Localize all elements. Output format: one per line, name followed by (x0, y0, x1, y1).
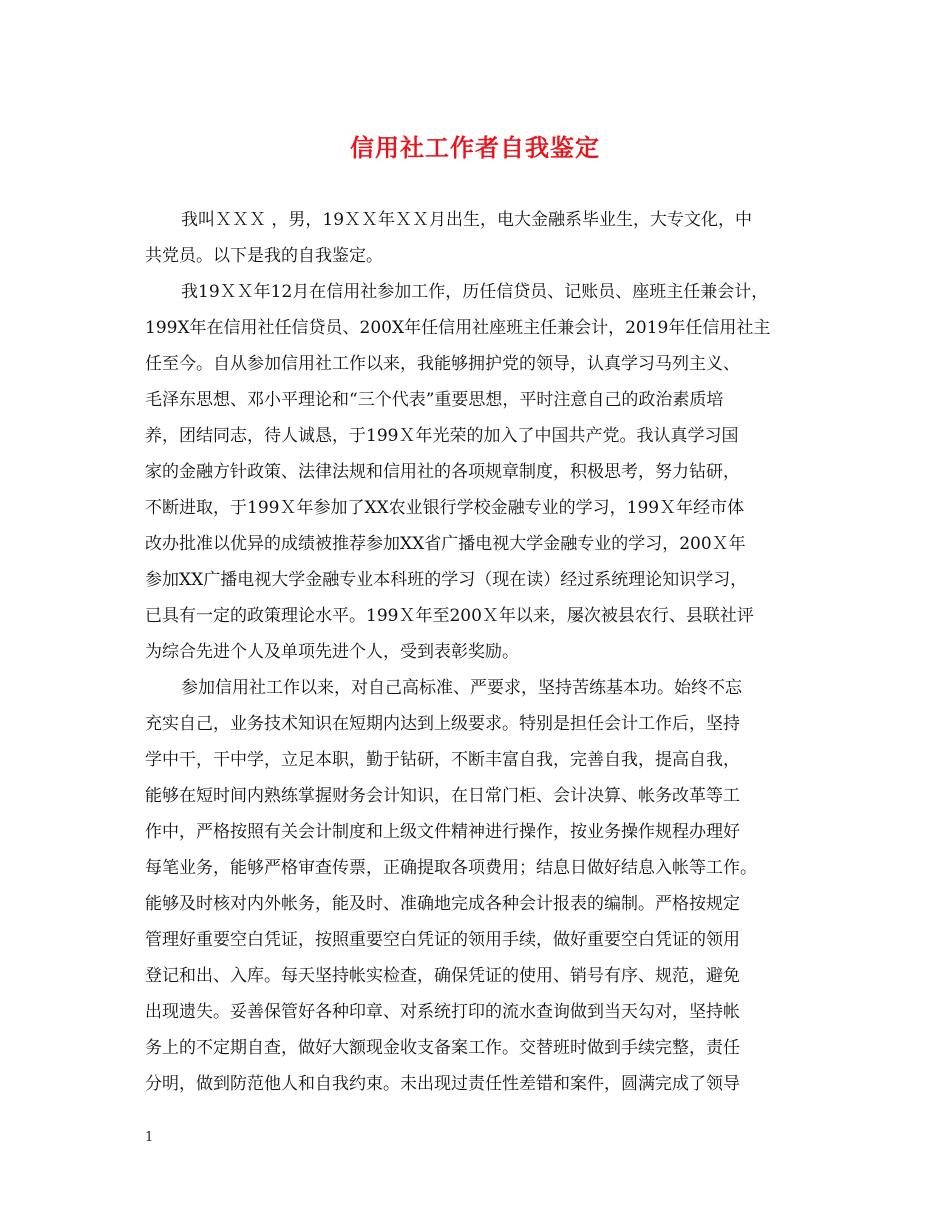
text-line: 充实自己，业务技术知识在短期内达到上级要求。特别是担任会计工作后，坚持 (145, 714, 740, 734)
text-line: 已具有一定的政策理论水平。199Ｘ年至200Ｘ年以来，屡次被县农行、县联社评 (145, 606, 754, 626)
page-number: 1 (145, 1130, 154, 1145)
text-line: 学中干，干中学，立足本职，勤于钻研，不断丰富自我，完善自我，提高自我， (145, 750, 740, 770)
text-line: 养，团结同志，待人诚恳，于199Ｘ年光荣的加入了中国共产党。我认真学习国 (145, 426, 739, 446)
text-line: 我19ＸＸ年12月在信用社参加工作，历任信贷员、记账员、座班主任兼会计， (181, 282, 769, 302)
text-line: 能够及时核对内外帐务，能及时、准确地完成各种会计报表的编制。严格按规定 (145, 894, 740, 914)
text-line: 共党员。以下是我的自我鉴定。 (145, 246, 383, 266)
text-line: 出现遗失。妥善保管好各种印章、对系统打印的流水查询做到当天勾对，坚持帐 (145, 1002, 740, 1022)
text-line: 管理好重要空白凭证，按照重要空白凭证的领用手续，做好重要空白凭证的领用 (145, 930, 740, 950)
text-line: 参加XX广播电视大学金融专业本科班的学习（现在读）经过系统理论知识学习， (145, 570, 748, 590)
text-line: 改办批准以优异的成绩被推荐参加XX省广播电视大学金融专业的学习，200Ｘ年 (145, 534, 746, 554)
text-line: 我叫ＸＸＸ ，男，19ＸＸ年ＸＸ月出生，电大金融系毕业生，大专文化，中 (181, 210, 753, 230)
text-line: 为综合先进个人及单项先进个人，受到表彰奖励。 (145, 642, 519, 662)
text-line: 参加信用社工作以来，对自己高标准、严要求，坚持苦练基本功。始终不忘 (181, 678, 742, 698)
text-line: 务上的不定期自查，做好大额现金收支备案工作。交替班时做到手续完整，责任 (145, 1038, 740, 1058)
paragraph (145, 274, 813, 670)
text-line: 能够在短时间内熟练掌握财务会计知识，在日常门柜、会计决算、帐务改革等工 (145, 786, 740, 806)
document-title: 信用社工作者自我鉴定 (350, 133, 600, 162)
text-line: 199X年在信用社任信贷员、200X年任信用社座班主任兼会计，2019年任信用社主 (145, 318, 771, 338)
text-line: 毛泽东思想、邓小平理论和“三个代表”重要思想，平时注意自己的政治素质培 (145, 390, 724, 410)
text-line: 不断进取，于199Ｘ年参加了XX农业银行学校金融专业的学习，199Ｘ年经市体 (145, 498, 745, 518)
text-line: 分明，做到防范他人和自我约束。未出现过责任性差错和案件，圆满完成了领导 (145, 1074, 740, 1094)
paragraph (145, 670, 813, 1102)
paragraph (145, 202, 813, 274)
document-body (145, 202, 813, 1102)
text-line: 登记和出、入库。每天坚持帐实检查，确保凭证的使用、销号有序、规范，避免 (145, 966, 740, 986)
text-line: 任至今。自从参加信用社工作以来，我能够拥护党的领导，认真学习马列主义、 (145, 354, 740, 374)
text-line: 家的金融方针政策、法律法规和信用社的各项规章制度，积极思考，努力钻研， (145, 462, 740, 482)
text-line: 每笔业务，能够严格审查传票，正确提取各项费用；结息日做好结息入帐等工作。 (145, 858, 757, 878)
text-line: 作中，严格按照有关会计制度和上级文件精神进行操作，按业务操作规程办理好 (145, 822, 740, 842)
